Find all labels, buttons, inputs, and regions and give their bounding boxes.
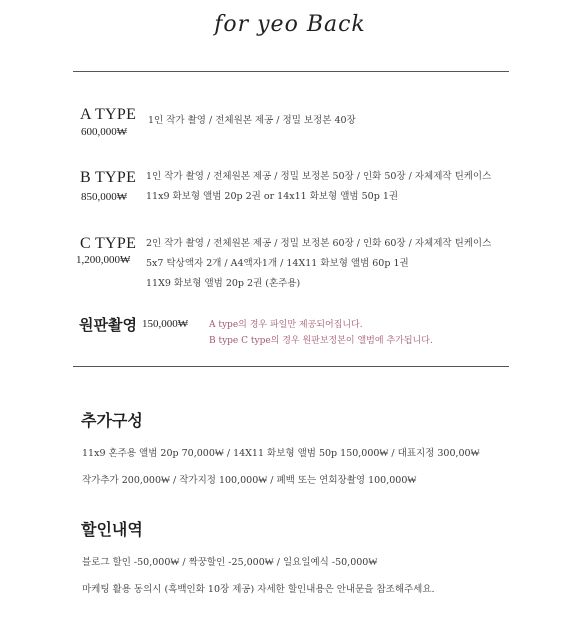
extras-title: 추가구성: [81, 411, 143, 430]
package-b-price: 850,000₩: [81, 191, 128, 203]
package-c-line-3: 11X9 화보형 앨범 20p 2권 (혼주용): [146, 278, 301, 289]
package-b-name: B TYPE: [80, 169, 137, 186]
package-c-line-1: 2인 작가 촬영 / 전체원본 제공 / 정밀 보정본 60장 / 인화 60장 / 자체제작 틴케이스: [146, 238, 492, 249]
top-divider: [73, 71, 509, 72]
package-c-line-2: 5x7 탁상액자 2개 / A4액자1개 / 14X11 화보형 앨범 60p 1권: [146, 258, 409, 269]
original-shoot-title: 원판촬영: [79, 316, 137, 334]
extras-line-2: 작가추가 200,000₩ / 작가지정 100,000₩ / 폐백 또는 연회장촬영 100,000₩: [82, 475, 417, 486]
discounts-line-1: 블로그 할인 -50,000₩ / 짝꿍할인 -25,000₩ / 일요일예식 -50,000₩: [82, 557, 378, 568]
middle-divider: [73, 366, 509, 367]
package-a-price: 600,000₩: [81, 126, 128, 138]
package-a-name: A TYPE: [80, 106, 137, 123]
extras-line-1: 11x9 혼주용 앨범 20p 70,000₩ / 14X11 화보형 앨범 50p 150,000₩ / 대표지정 300,00₩: [82, 448, 480, 459]
discounts-title: 할인내역: [81, 520, 143, 539]
package-b-line-1: 1인 작가 촬영 / 전체원본 제공 / 정밀 보정본 50장 / 인화 50장 / 자체제작 틴케이스: [146, 171, 492, 182]
original-shoot-price: 150,000₩: [142, 318, 189, 330]
discounts-line-2: 마케팅 활용 동의시 (흑백인화 10장 제공) 자세한 할인내용은 안내문을 참조해주세요.: [82, 584, 435, 595]
package-c-name: C TYPE: [80, 235, 137, 252]
page-title: for yeo Back: [214, 12, 366, 37]
package-c-price: 1,200,000₩: [76, 254, 131, 266]
original-note-2: B type C type의 경우 원판보정본이 앨범에 추가됩니다.: [209, 336, 433, 346]
package-b-line-2: 11x9 화보형 앨범 20p 2권 or 14x11 화보형 앨범 50p 1권: [146, 191, 399, 202]
package-a-line-1: 1인 작가 촬영 / 전체원본 제공 / 정밀 보정본 40장: [148, 115, 356, 126]
original-note-1: A type의 경우 파일만 제공되어집니다.: [209, 320, 363, 330]
